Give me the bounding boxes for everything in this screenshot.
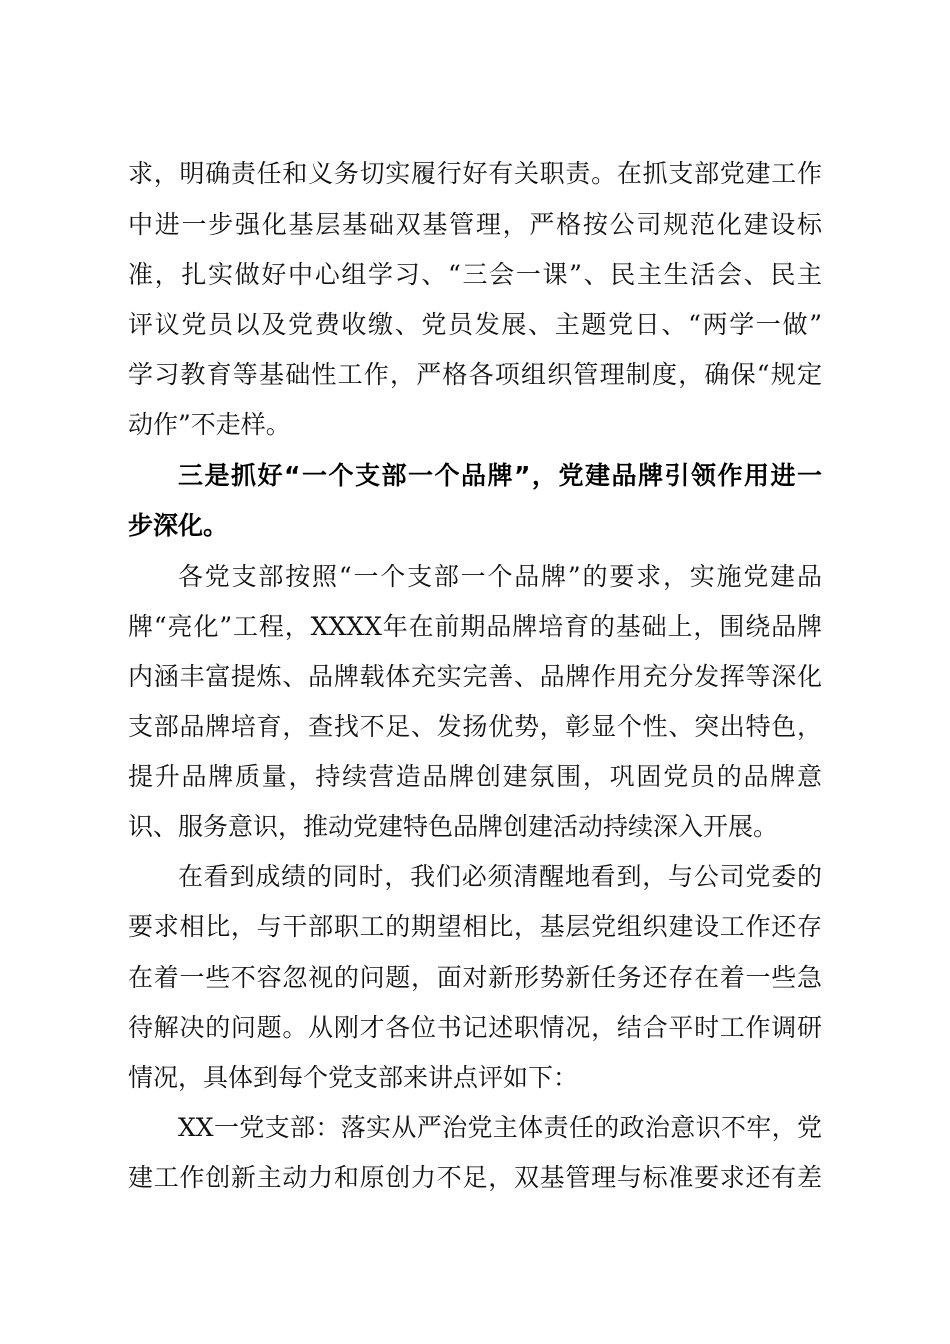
- text-line: 准，扎实做好中心组学习、“三会一课”、民主生活会、民主: [128, 260, 822, 289]
- text-line: 内涵丰富提炼、品牌载体充实完善、品牌作用充分发挥等深化: [128, 662, 822, 691]
- text-line: 求，明确责任和义务切实履行好有关职责。在抓支部党建工作: [128, 159, 822, 188]
- text-line: 识、服务意识，推动党建特色品牌创建活动持续深入开展。: [128, 812, 779, 841]
- text-line: 情况，具体到每个党支部来讲点评如下：: [128, 1063, 579, 1092]
- text-line: 建工作创新主动力和原创力不足，双基管理与标准要求还有差: [128, 1163, 822, 1192]
- text-line: 动作”不走样。: [128, 410, 291, 439]
- text-line: XX一党支部：落实从严治党主体责任的政治意识不牢，党: [178, 1113, 822, 1142]
- text-line: 支部品牌培育，查找不足、发扬优势，彰显个性、突出特色，: [128, 712, 822, 741]
- text-line: 各党支部按照“一个支部一个品牌”的要求，实施党建品: [178, 562, 822, 591]
- section-heading: 步深化。: [128, 511, 229, 540]
- text-line: 学习教育等基础性工作，严格各项组织管理制度，确保“规定: [128, 360, 822, 389]
- text-line: 在着一些不容忽视的问题，面对新形势新任务还存在着一些急: [128, 963, 822, 992]
- text-line: 中进一步强化基层基础双基管理，严格按公司规范化建设标: [128, 210, 822, 239]
- text-line: 牌“亮化”工程，XXXX年在前期品牌培育的基础上，围绕品牌: [128, 612, 822, 641]
- text-line: 待解决的问题。从刚才各位书记述职情况，结合平时工作调研: [128, 1013, 822, 1042]
- text-line: 在看到成绩的同时，我们必须清醒地看到，与公司党委的: [178, 862, 822, 891]
- text-line: 提升品牌质量，持续营造品牌创建氛围，巩固党员的品牌意: [128, 762, 822, 791]
- text-line: 要求相比，与干部职工的期望相比，基层党组织建设工作还存: [128, 912, 822, 941]
- section-heading: 三是抓好“一个支部一个品牌”，党建品牌引领作用进一: [178, 461, 822, 490]
- text-line: 评议党员以及党费收缴、党员发展、主题党日、“两学一做”: [128, 310, 822, 339]
